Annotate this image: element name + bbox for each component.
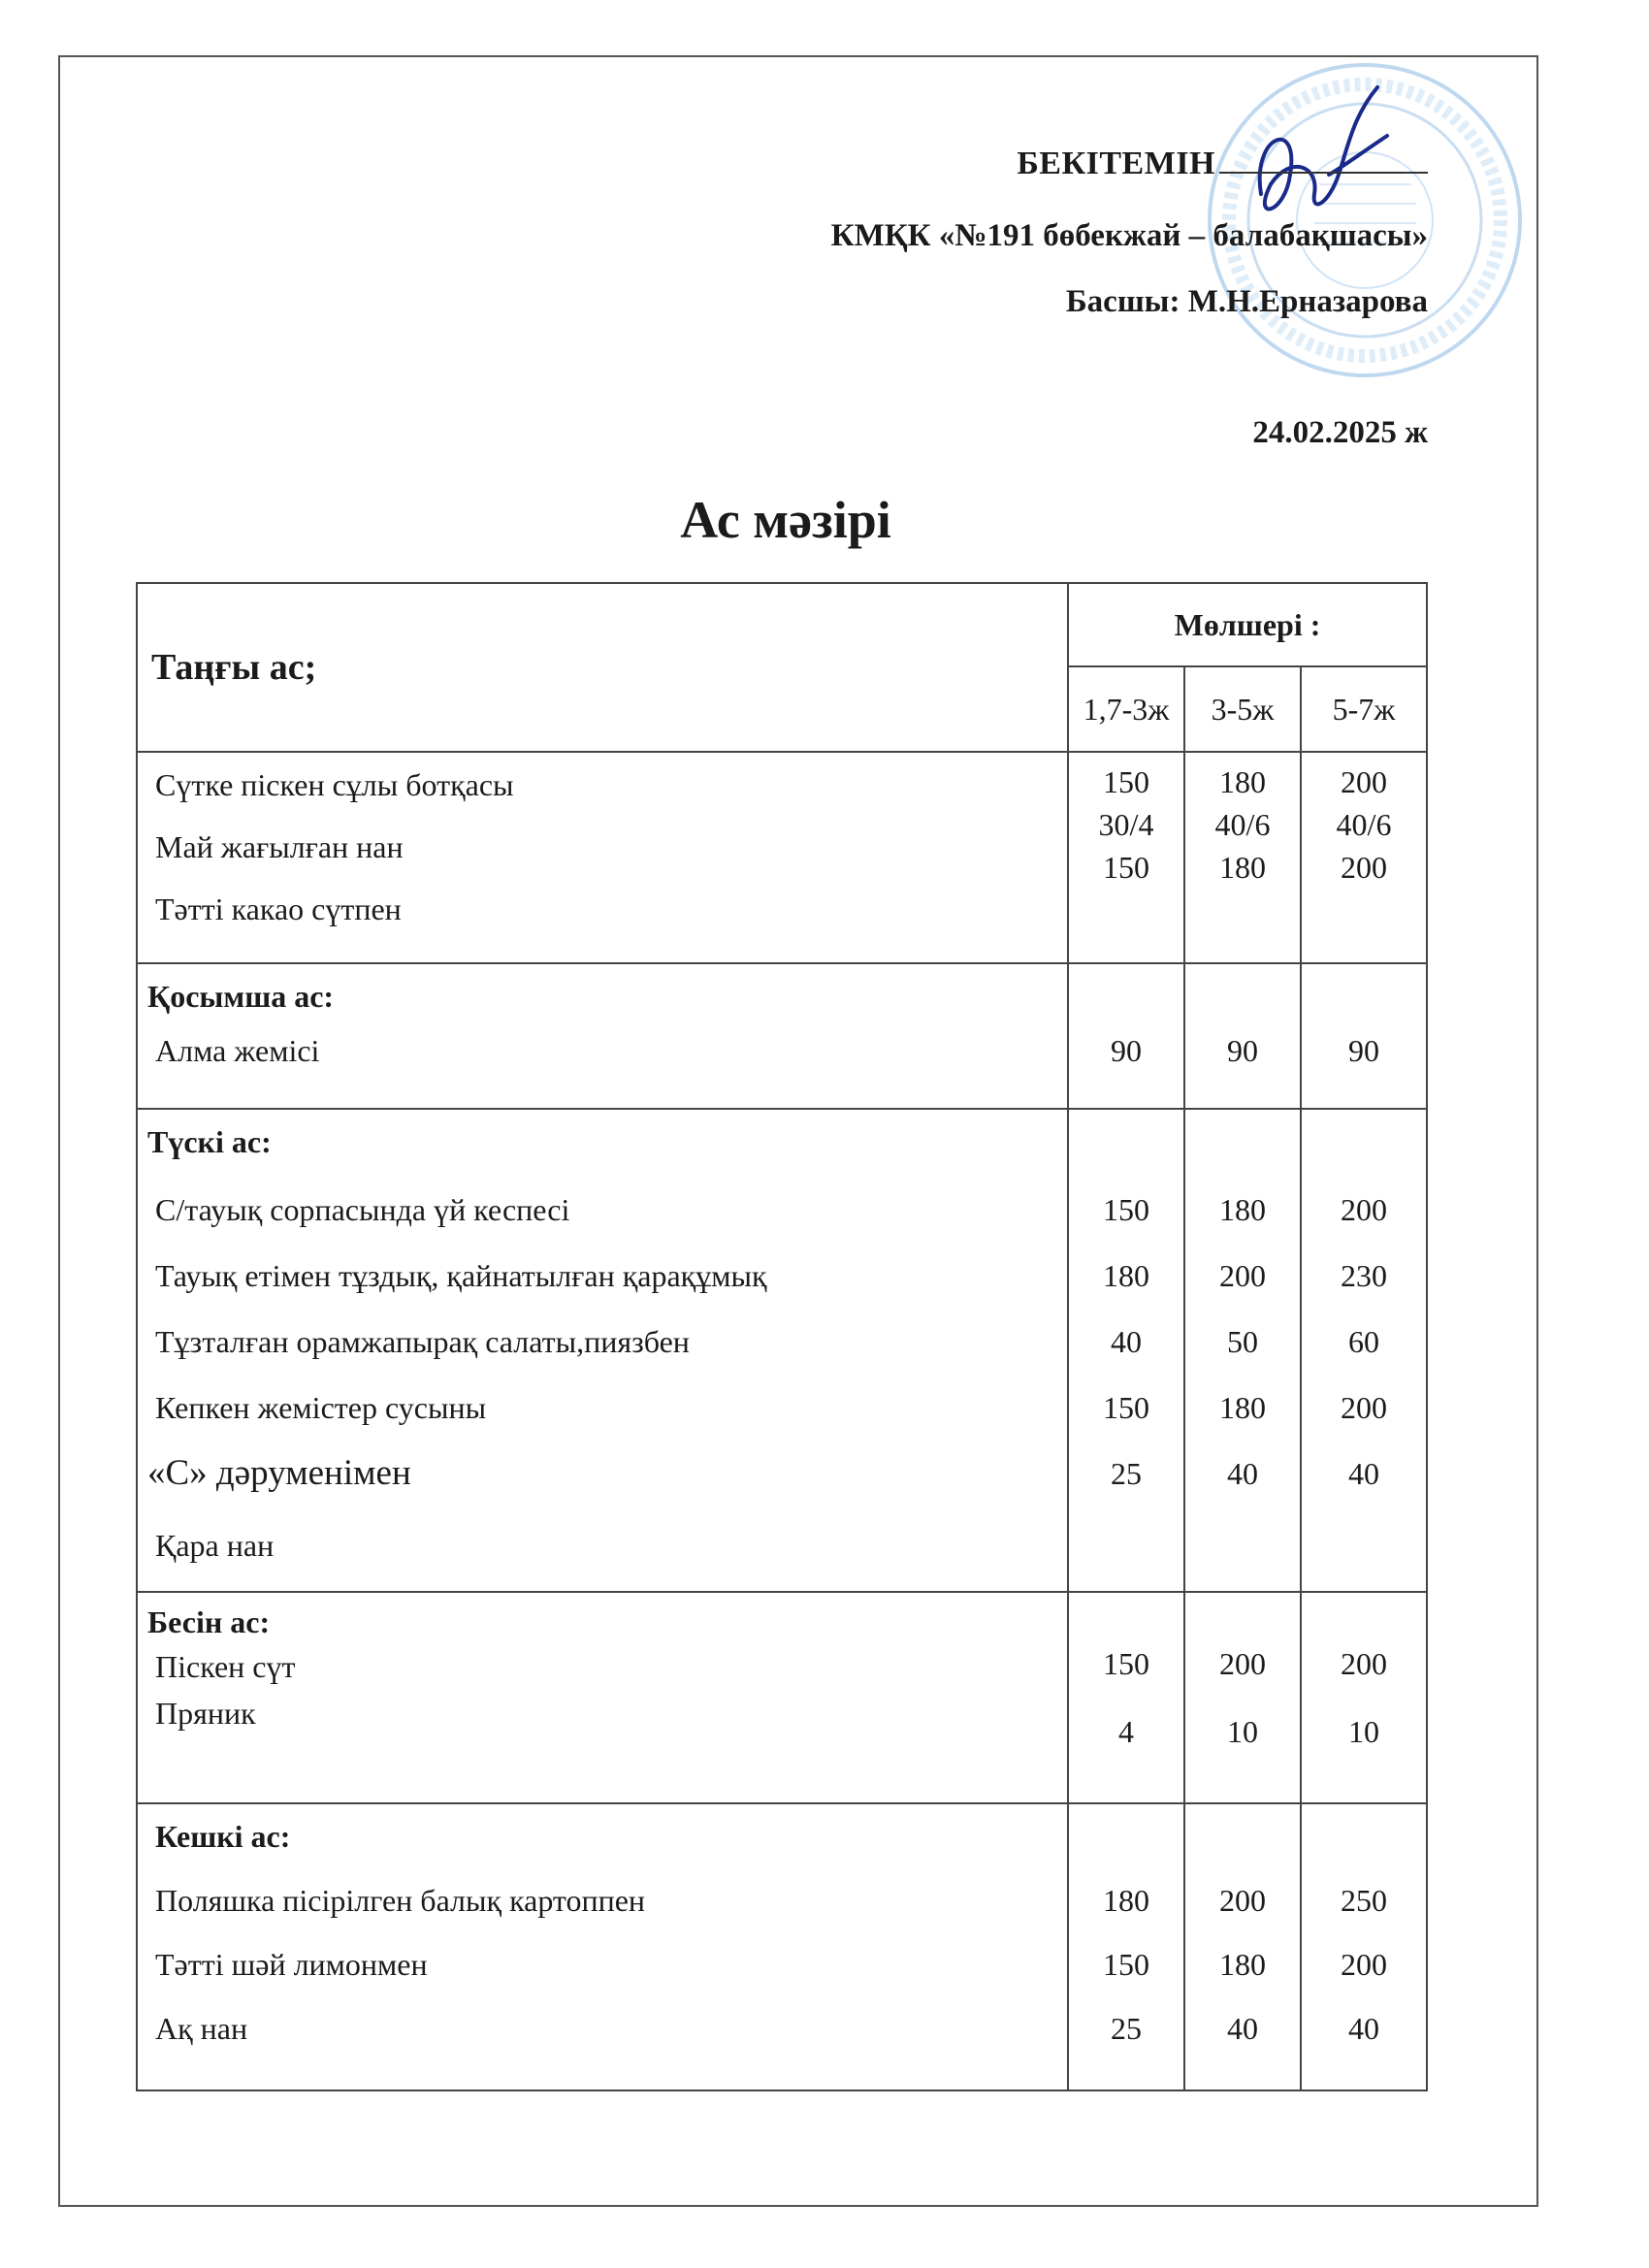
value: 200 (1219, 1883, 1266, 1918)
value: 150 (1103, 764, 1149, 799)
value: 40 (1348, 1456, 1379, 1491)
age-group-2: 3-5ж (1184, 666, 1301, 752)
table-row-breakfast (137, 752, 1427, 963)
dinner-heading: Кешкі ас: (155, 1819, 291, 1854)
age-group-1: 1,7-3ж (1068, 666, 1184, 752)
table-row-lunch (137, 1109, 1427, 1592)
snack-items (137, 963, 1068, 1109)
breakfast-items (137, 752, 1068, 963)
list-item: Алма жемісі (155, 1033, 320, 1068)
afternoon-values-1 (1068, 1592, 1184, 1803)
dinner-values-2 (1184, 1803, 1301, 2090)
list-item: Тәтті шәй лимонмен (155, 1947, 428, 1982)
value: 90 (1227, 1033, 1258, 1068)
value: 150 (1103, 1947, 1149, 1982)
list-item: Тауық етімен тұздық, қайнатылған қарақұмық (155, 1258, 767, 1293)
value: 200 (1341, 1646, 1387, 1681)
approve-text: БЕКІТЕМІН (1017, 146, 1215, 181)
value: 180 (1219, 1390, 1266, 1425)
lunch-heading: Түскі ас: (147, 1124, 272, 1159)
value: 180 (1103, 1883, 1149, 1918)
value: 10 (1227, 1714, 1258, 1749)
value: 30/4 (1098, 807, 1154, 842)
table-row-snack (137, 963, 1427, 1109)
list-item: Піскен сүт (155, 1649, 296, 1684)
value: 60 (1348, 1324, 1379, 1359)
value: 40 (1227, 1456, 1258, 1491)
list-item: Сүтке піскен сұлы ботқасы (155, 767, 514, 802)
list-item: «С» дәруменімен (147, 1453, 411, 1493)
value: 200 (1219, 1646, 1266, 1681)
dinner-values-3 (1301, 1803, 1427, 2090)
value: 40 (1348, 2011, 1379, 2046)
value: 180 (1103, 1258, 1149, 1293)
value: 25 (1111, 2011, 1142, 2046)
signature-line (1219, 171, 1428, 174)
value: 230 (1341, 1258, 1387, 1293)
value: 150 (1103, 1646, 1149, 1681)
value: 180 (1219, 850, 1266, 885)
afternoon-items (137, 1592, 1068, 1803)
value: 200 (1341, 850, 1387, 885)
age-group-3: 5-7ж (1301, 666, 1427, 752)
dinner-items (137, 1803, 1068, 2090)
table-row-afternoon (137, 1592, 1427, 1803)
breakfast-values-3 (1301, 752, 1427, 963)
value: 40/6 (1336, 807, 1392, 842)
value: 50 (1227, 1324, 1258, 1359)
value: 150 (1103, 1390, 1149, 1425)
value: 150 (1103, 850, 1149, 885)
menu-table (136, 582, 1428, 2091)
table-header-row (137, 583, 1427, 666)
value: 150 (1103, 1192, 1149, 1227)
director-name: Басшы: М.Н.Ерназарова (1065, 284, 1428, 319)
list-item: Қара нан (155, 1528, 275, 1563)
value: 180 (1219, 764, 1266, 799)
breakfast-values-2 (1184, 752, 1301, 963)
table-row-dinner (137, 1803, 1427, 2090)
value: 90 (1111, 1033, 1142, 1068)
breakfast-values-1 (1068, 752, 1184, 963)
afternoon-heading: Бесін ас: (147, 1604, 271, 1639)
value: 200 (1341, 764, 1387, 799)
lunch-values-1 (1068, 1109, 1184, 1592)
list-item: Пряник (155, 1696, 256, 1731)
value: 40/6 (1214, 807, 1271, 842)
value: 90 (1348, 1033, 1379, 1068)
value: 40 (1111, 1324, 1142, 1359)
snack-heading: Қосымша ас: (147, 979, 335, 1014)
list-item: Тәтті какао сүтпен (155, 891, 402, 926)
list-item: Поляшка пісірілген балық картоппен (155, 1883, 646, 1918)
value: 10 (1348, 1714, 1379, 1749)
list-item: Ақ нан (155, 2011, 248, 2046)
value: 180 (1219, 1947, 1266, 1982)
lunch-items (137, 1109, 1068, 1592)
lunch-values-3 (1301, 1109, 1427, 1592)
list-item: С/тауық сорпасында үй кеспесі (155, 1192, 570, 1227)
value: 25 (1111, 1456, 1142, 1491)
page-title: Ас мәзірі (680, 491, 891, 549)
value: 200 (1341, 1947, 1387, 1982)
lunch-values-2 (1184, 1109, 1301, 1592)
value: 180 (1219, 1192, 1266, 1227)
approval-line (1017, 146, 1428, 182)
quantity-header: Мөлшері : (1068, 583, 1427, 666)
organization-name: КМҚК «№191 бөбекжай – балабақшасы» (830, 218, 1428, 253)
dinner-values-1 (1068, 1803, 1184, 2090)
list-item: Тұзталған орамжапырақ салаты,пиязбен (155, 1324, 690, 1359)
value: 200 (1219, 1258, 1266, 1293)
snack-values-3 (1301, 963, 1427, 1109)
list-item: Май жағылған нан (155, 829, 404, 864)
value: 4 (1118, 1714, 1134, 1749)
afternoon-values-3 (1301, 1592, 1427, 1803)
value: 250 (1341, 1883, 1387, 1918)
snack-values-1 (1068, 963, 1184, 1109)
snack-values-2 (1184, 963, 1301, 1109)
value: 40 (1227, 2011, 1258, 2046)
breakfast-heading: Таңғы ас; (137, 583, 1068, 752)
list-item: Кепкен жемістер сусыны (155, 1390, 487, 1425)
afternoon-values-2 (1184, 1592, 1301, 1803)
document-date: 24.02.2025 ж (1252, 415, 1428, 450)
value: 200 (1341, 1192, 1387, 1227)
value: 200 (1341, 1390, 1387, 1425)
